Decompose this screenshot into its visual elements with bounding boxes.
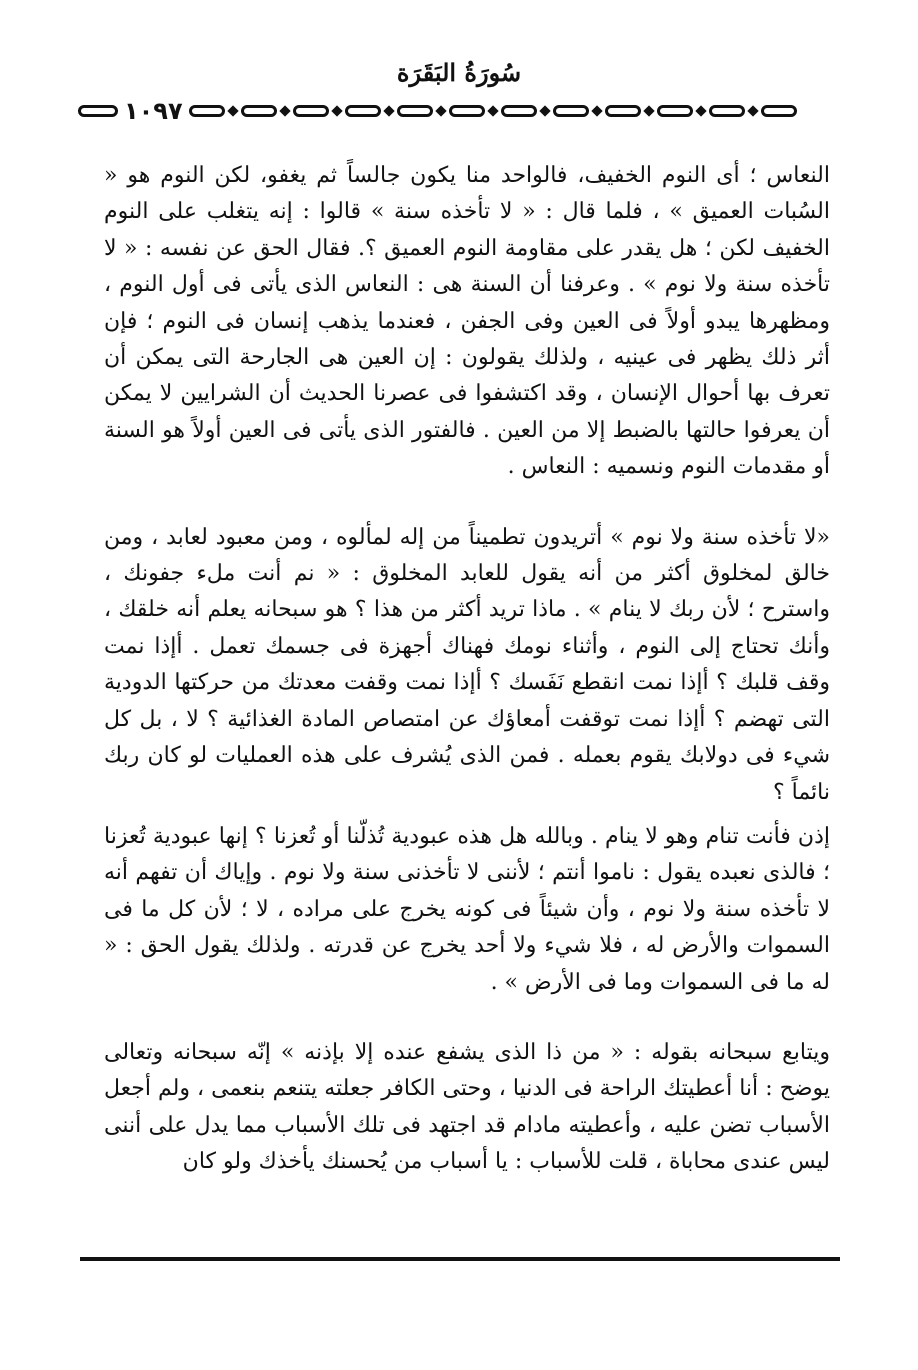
ornament-link-icon: [605, 105, 641, 117]
ornament-link-icon: [553, 105, 589, 117]
page-body-text: [104, 158, 830, 1181]
ornament-diamond-icon: [383, 105, 394, 116]
paragraph-drowsiness: النعاس ؛ أى النوم الخفيف، فالواحد منا يكون جالساً ثم يغفو، لكن النوم هو « السُبات العميق » ، فلما قال : « لا تأخذه سنة » قالوا : إنه يتغلب على النوم الخفيف لكن ؛ هل يقدر على مقاومة النوم العميق ؟. فقال الحق عن نفسه : « لا تأخذه سنة ولا نوم » . وعرفنا أن السنة هى : النعاس الذى يأتى فى أول النوم ، ومظهرها يبدو أولاً فى العين وفى الجفن ، فعندما يذهب إنسان فى النوم ؛ فإن أثر ذلك يظهر فى عينيه ، ولذلك يقولون : إن العين هى الجارحة التى يمكن أن تعرف بها أحوال الإنسان ، وقد اكتشفوا فى عصرنا الحديث أن الشرايين لا يمكن أن يعرفوا حالتها بالضبط إلا من العين . فالفتور الذى يأتى فى العين أولاً هو السنة أو مقدمات النوم ونسميه : النعاس .: [104, 163, 830, 480]
ornament-diamond-icon: [539, 105, 550, 116]
ornament-diamond-icon: [279, 105, 290, 116]
paragraph-intercession: ويتابع سبحانه بقوله : « من ذا الذى يشفع عنده إلا بإذنه » إنّه سبحانه وتعالى يوضح : أنا أعطيتك الراحة فى الدنيا ، وحتى الكافر جعلته يتنعم بنعمى ، ولم أجعل الأسباب تضن عليه ، وأعطيته مادام قد اجتهد فى تلك الأسباب مما يدل على أننى ليس عندى محاباة ، قلت للأسباب : يا أسباب من يُحسنك يأخذك ولو كان: [104, 1039, 830, 1175]
page-number: ١٠٩٧: [124, 97, 183, 125]
ornament-diamond-icon: [643, 105, 654, 116]
ornament-chain-left: [78, 105, 118, 117]
paragraph-spacer: [104, 811, 830, 819]
ornament-link-icon: [761, 105, 797, 117]
paragraph-reassurance: «لا تأخذه سنة ولا نوم » أتريدون تطميناً من إله لمألوه ، ومن معبود لعابد ، ومن خالق لمخلوق أكثر من أنه يقول للعابد المخلوق : « نم أنت ملء جفونك ، واسترح ؛ لأن ربك لا ينام » . ماذا تريد أكثر من هذا ؟ هو سبحانه يعلم أنه خلقك ، وأنك تحتاج إلى النوم ، وأثناء نومك فهناك أجهزة فى جسمك تعمل . أإذا نمت وقف قلبك ؟ أإذا نمت انقطع نَفَسك ؟ أإذا نمت وقفت معدتك من حركتها الدودية التى تهضم ؟ أإذا نمت توقفت أمعاؤك عن امتصاص المادة الغذائية ؟ لا ، بل كل شيء فى دولابك يقوم بعمله . فمن الذى يُشرف على هذه العمليات لو كان ربك نائماً ؟: [104, 524, 830, 805]
ornament-link-icon: [397, 105, 433, 117]
ornament-chain-right: [189, 105, 797, 117]
ornament-link-icon: [78, 105, 118, 117]
paragraph-servitude: إذن فأنت تنام وهو لا ينام . وبالله هل هذه عبودية تُذلّنا أو تُعزنا ؟ إنها عبودية تُعزنا ؛ فالذى نعبده يقول : ناموا أنتم ؛ لأننى لا تأخذنى سنة ولا نوم . وإياك أن تفهم أنه لا تأخذه سنة ولا نوم ، وأن شيئاً فى كونه يخرج على مراده ، لا ؛ لأن كل ما فى السموات والأرض له ، فلا شيء ولا أحد يخرج عن قدرته . ولذلك يقول الحق : « له ما فى السموات وما فى الأرض » .: [104, 823, 830, 995]
ornament-link-icon: [709, 105, 745, 117]
ornament-diamond-icon: [435, 105, 446, 116]
ornament-link-icon: [501, 105, 537, 117]
ornament-link-icon: [189, 105, 225, 117]
paragraph-spacer: [104, 1001, 830, 1035]
ornament-diamond-icon: [227, 105, 238, 116]
ornament-link-icon: [345, 105, 381, 117]
surah-title: سُورَةُ البَقَرَة: [396, 58, 522, 87]
ornament-diamond-icon: [695, 105, 706, 116]
footer-rule: [80, 1257, 840, 1261]
ornament-diamond-icon: [591, 105, 602, 116]
ornament-diamond-icon: [487, 105, 498, 116]
ornament-link-icon: [657, 105, 693, 117]
header-ornament-rule: [78, 98, 838, 124]
paragraph-spacer: [104, 486, 830, 520]
ornament-diamond-icon: [331, 105, 342, 116]
ornament-link-icon: [449, 105, 485, 117]
ornament-link-icon: [241, 105, 277, 117]
ornament-diamond-icon: [747, 105, 758, 116]
ornament-link-icon: [293, 105, 329, 117]
